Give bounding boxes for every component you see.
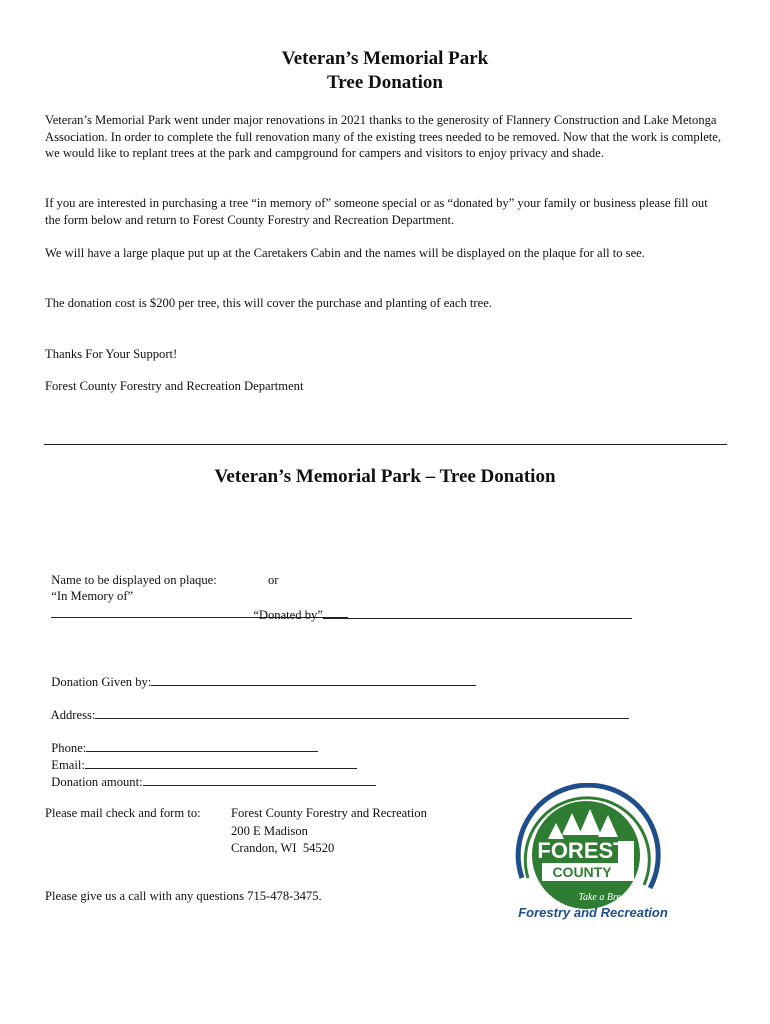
donation-amount-field[interactable]: [143, 773, 376, 786]
phone-field[interactable]: [86, 739, 318, 752]
mail-label: Please mail check and form to:: [45, 806, 201, 820]
section-divider: [44, 444, 727, 445]
logo-tagline: Take a Breath: [578, 892, 634, 903]
call-text: Please give us a call with any questions 715-478-3475.: [45, 889, 322, 903]
mail-address-line-1: Forest County Forestry and Recreation: [231, 806, 427, 820]
signature-text: Forest County Forestry and Recreation Department: [45, 379, 304, 393]
address-field[interactable]: [95, 706, 629, 719]
donated-by-label: “Donated by”: [253, 607, 323, 622]
thanks-text: Thanks For Your Support!: [45, 347, 178, 361]
forest-county-logo: [510, 783, 675, 923]
address-row: [45, 689, 629, 723]
in-memory-label: “In Memory of”: [51, 589, 134, 603]
donation-given-by-label: Donation Given by:: [51, 674, 152, 689]
logo-county-text: COUNTY: [552, 864, 612, 880]
donated-by-field[interactable]: [323, 606, 632, 619]
name-label: Name to be displayed on plaque:: [51, 572, 217, 587]
intro-paragraph-1: Veteran’s Memorial Park went under major renovations in 2021 thanks to the generosity of Flannery Construction and Lake Metonga Association. In order to complete the full renovation many of the existing trees needed to be removed. Now that the work is complete, we would like to replant trees at the park and campground for campers and visitors to enjoy privacy and shade.: [45, 113, 722, 160]
logo-graphic: [510, 783, 675, 923]
page-subtitle: Tree Donation: [327, 72, 443, 93]
donation-given-by-field[interactable]: [151, 673, 476, 686]
or-text: or: [268, 573, 279, 587]
email-label: Email:: [51, 758, 85, 772]
logo-caption: Forestry and Recreation: [518, 905, 668, 920]
donation-amount-label: Donation amount:: [51, 774, 143, 789]
mail-address-line-2: 200 E Madison: [231, 824, 308, 838]
logo-forest-text: FOREST: [537, 838, 627, 863]
donation-given-by-row: [45, 656, 476, 690]
intro-paragraph-2: If you are interested in purchasing a tree “in memory of” someone special or as “donated by” your family or business please fill out the form below and return to Forest County Forestry and Recreation Department.: [45, 196, 708, 227]
intro-paragraph-3: We will have a large plaque put up at the Caretakers Cabin and the names will be displayed on the plaque for all to see.: [45, 246, 645, 260]
donation-amount-row: [45, 756, 376, 790]
mail-address-line-3: Crandon, WI 54520: [231, 841, 335, 855]
phone-label: Phone:: [51, 740, 87, 755]
address-label: Address:: [50, 707, 96, 722]
form-title: Veteran’s Memorial Park – Tree Donation: [214, 466, 556, 487]
intro-paragraph-4: The donation cost is $200 per tree, this will cover the purchase and planting of each tree.: [45, 296, 492, 310]
page-title: Veteran’s Memorial Park: [281, 48, 489, 69]
donated-by-row: [247, 589, 632, 623]
